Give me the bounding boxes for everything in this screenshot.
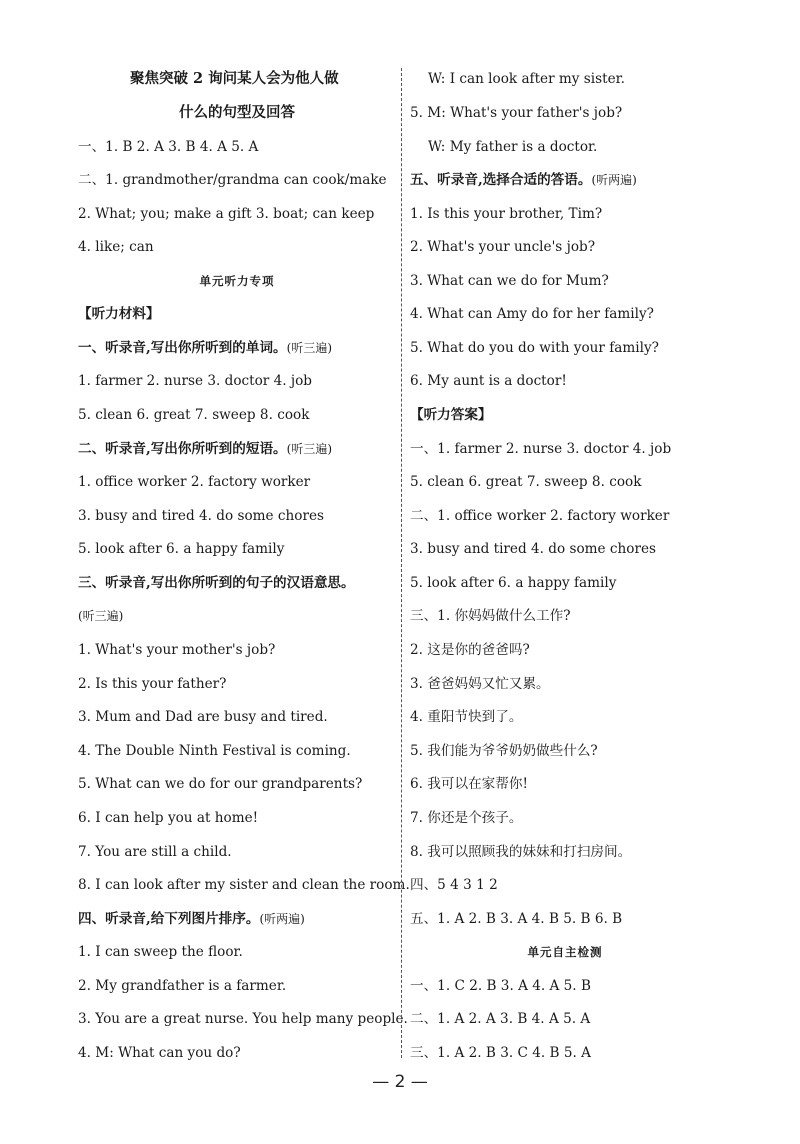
- text-line: 1. farmer 2. nurse 3. doctor 4. job: [78, 373, 312, 389]
- text-line: 2. What's your uncle's job?: [410, 239, 595, 255]
- text-line: 6. My aunt is a doctor!: [410, 373, 567, 389]
- answer-line: 2. 这是你的爸爸吗?: [410, 642, 530, 658]
- page-number: — 2 —: [372, 1072, 428, 1092]
- text-line: 1. office worker 2. factory worker: [78, 474, 311, 490]
- text-line: W: I can look after my sister.: [428, 71, 625, 87]
- text-line: 5. look after 6. a happy family: [78, 541, 285, 557]
- text-line: 3. Mum and Dad are busy and tired.: [78, 709, 328, 725]
- answer-line: 2. What; you; make a gift 3. boat; can keep: [78, 206, 375, 222]
- text-line: 8. I can look after my sister and clean the room.: [78, 877, 410, 893]
- section-five-heading: [410, 171, 637, 189]
- answer-line: 三、1. A 2. B 3. C 4. B 5. A: [410, 1045, 591, 1061]
- answer-line: 4. like; can: [78, 239, 154, 255]
- section-five-title: 五、听录音,选择合适的答语。: [410, 172, 592, 188]
- answer-line: 6. 我可以在家帮你!: [410, 776, 528, 792]
- section-two-note: (听三遍): [286, 442, 333, 456]
- answer-line: 8. 我可以照顾我的妹妹和打扫房间。: [410, 844, 632, 860]
- section-four-title: 四、听录音,给下列图片排序。: [78, 911, 260, 927]
- section-four-note: (听两遍): [259, 912, 305, 926]
- section-title-line1: 聚焦突破 2 询问某人会为他人做: [130, 70, 339, 87]
- answer-line: 5. 我们能为爷爷奶奶做些什么?: [410, 743, 598, 759]
- column-divider: [401, 68, 402, 1058]
- section-five-note: (听两遍): [591, 173, 637, 187]
- text-line: 4. M: What can you do?: [78, 1045, 241, 1061]
- answer-line: 五、1. A 2. B 3. A 4. B 5. B 6. B: [410, 911, 623, 927]
- text-line: 4. The Double Ninth Festival is coming.: [78, 743, 351, 759]
- text-line: 1. Is this your brother, Tim?: [410, 206, 603, 222]
- unit-listening-heading: 单元听力专项: [199, 274, 275, 288]
- answer-line: 5. clean 6. great 7. sweep 8. cook: [410, 474, 642, 490]
- text-line: 3. What can we do for Mum?: [410, 273, 609, 289]
- answer-line: 四、5 4 3 1 2: [410, 877, 498, 893]
- text-line: 1. What's your mother's job?: [78, 642, 276, 658]
- answer-line: 3. 爸爸妈妈又忙又累。: [410, 676, 550, 692]
- listening-materials-label: 【听力材料】: [78, 306, 160, 322]
- answer-line: 三、1. 你妈妈做什么工作?: [410, 608, 571, 624]
- text-line: 5. M: What's your father's job?: [410, 105, 623, 121]
- text-line: 3. You are a great nurse. You help many people.: [78, 1011, 408, 1027]
- text-line: 6. I can help you at home!: [78, 810, 259, 826]
- section-three-title: 三、听录音,写出你所听到的句子的汉语意思。: [78, 575, 355, 591]
- text-line: 7. You are still a child.: [78, 844, 232, 860]
- text-line: 2. My grandfather is a farmer.: [78, 978, 287, 994]
- answer-line: 7. 你还是个孩子。: [410, 810, 523, 826]
- text-line: 2. Is this your father?: [78, 676, 227, 692]
- answer-line: 二、1. grandmother/grandma can cook/make: [78, 172, 387, 188]
- answer-line: 二、1. office worker 2. factory worker: [410, 508, 670, 524]
- answer-line: 3. busy and tired 4. do some chores: [410, 541, 656, 557]
- section-two-title: 二、听录音,写出你所听到的短语。: [78, 441, 287, 457]
- section-one-title: 一、听录音,写出你所听到的单词。: [78, 340, 287, 356]
- text-line: 5. What do you do with your family?: [410, 340, 659, 356]
- section-one-note: (听三遍): [286, 341, 333, 355]
- answer-line: 一、1. farmer 2. nurse 3. doctor 4. job: [410, 441, 672, 457]
- text-line: 5. clean 6. great 7. sweep 8. cook: [78, 407, 310, 423]
- text-line: 3. busy and tired 4. do some chores: [78, 508, 324, 524]
- answer-line: 一、1. B 2. A 3. B 4. A 5. A: [78, 139, 259, 155]
- answer-line: 5. look after 6. a happy family: [410, 575, 617, 591]
- answer-line: 一、1. C 2. B 3. A 4. A 5. B: [410, 978, 591, 994]
- section-three-note: (听三遍): [78, 609, 124, 623]
- answer-line: 二、1. A 2. A 3. B 4. A 5. A: [410, 1011, 591, 1027]
- section-title-line2: 什么的句型及回答: [179, 104, 295, 121]
- unit-test-heading: 单元自主检测: [527, 945, 603, 959]
- section-one-heading: [78, 339, 332, 357]
- text-line: 5. What can we do for our grandparents?: [78, 776, 363, 792]
- text-line: W: My father is a doctor.: [428, 139, 598, 155]
- listening-answers-label: 【听力答案】: [410, 407, 492, 423]
- section-four-heading: [78, 910, 305, 928]
- section-two-heading: [78, 440, 332, 458]
- answer-line: 4. 重阳节快到了。: [410, 709, 523, 725]
- text-line: 1. I can sweep the floor.: [78, 944, 243, 960]
- text-line: 4. What can Amy do for her family?: [410, 306, 654, 322]
